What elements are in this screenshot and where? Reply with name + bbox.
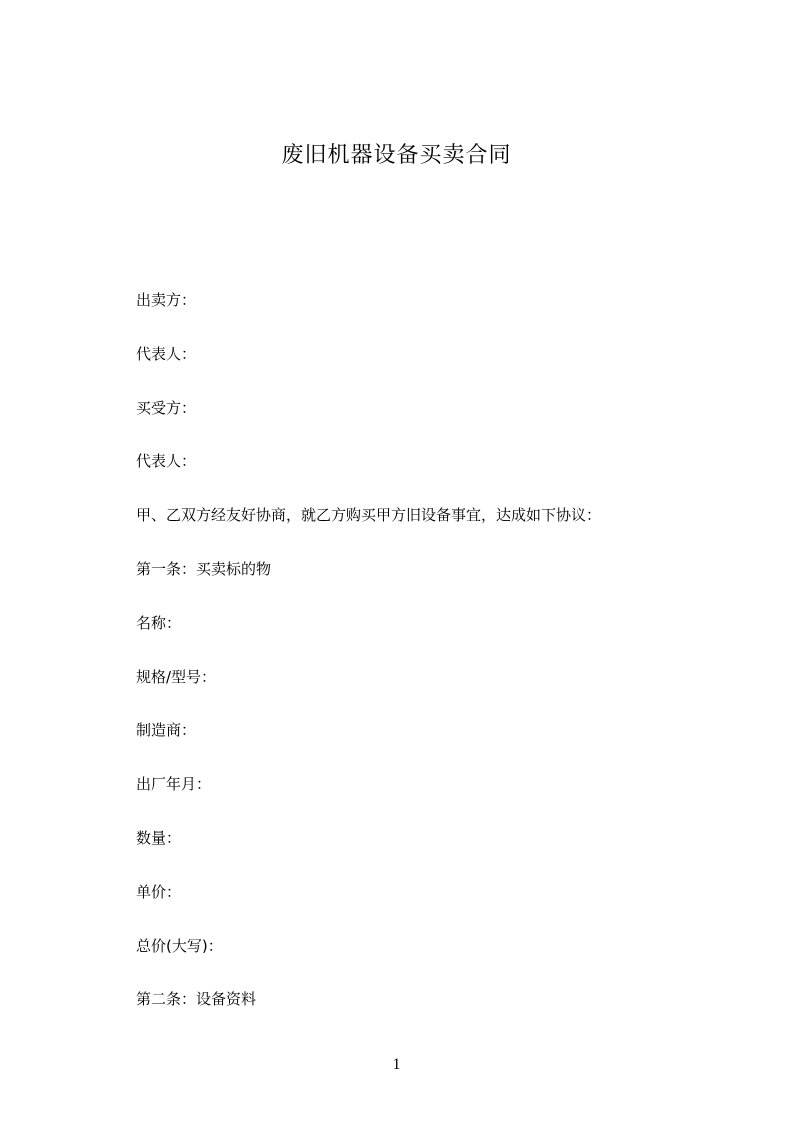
agreement-intro-line: 甲、乙双方经友好协商，就乙方购买甲方旧设备事宜，达成如下协议：	[136, 506, 602, 525]
quantity-line: 数量：	[136, 828, 182, 847]
contract-body	[136, 288, 676, 1041]
page-number: 1	[392, 1056, 401, 1073]
document-title: 废旧机器设备买卖合同	[281, 143, 512, 168]
unit-price-line: 单价：	[136, 882, 182, 901]
article-1-heading: 第一条：买卖标的物	[136, 559, 272, 578]
buyer-line: 买受方：	[136, 398, 197, 417]
seller-line: 出卖方：	[136, 291, 197, 309]
seller-representative-line: 代表人：	[136, 344, 197, 363]
production-date-line: 出厂年月：	[136, 775, 212, 794]
item-spec-line: 规格/型号：	[136, 667, 217, 686]
manufacturer-line: 制造商：	[136, 721, 197, 740]
total-price-line: 总价(大写)：	[136, 936, 223, 955]
buyer-representative-line: 代表人：	[136, 452, 197, 471]
item-name-line: 名称：	[136, 613, 182, 632]
article-2-heading: 第二条：设备资料	[136, 990, 257, 1009]
